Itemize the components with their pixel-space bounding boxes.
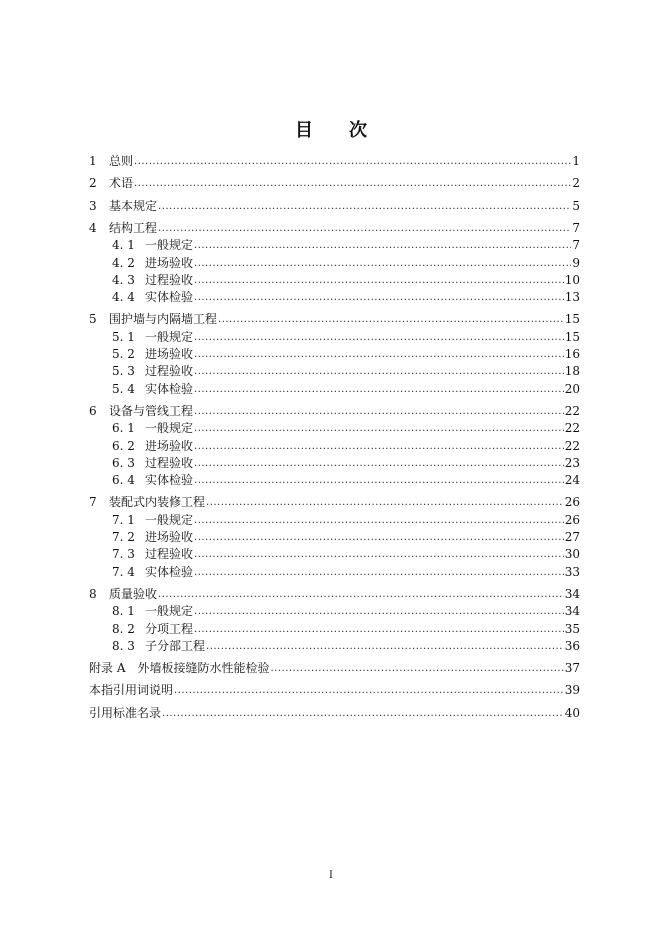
toc-chapter-row[interactable] bbox=[89, 587, 580, 602]
toc-title: 一般规定 bbox=[145, 329, 194, 344]
toc-number: 8. 3 bbox=[112, 638, 135, 653]
toc-title: 进场验收 bbox=[145, 255, 194, 270]
footer-page-number: I bbox=[329, 870, 333, 881]
toc-subsection-row[interactable] bbox=[112, 256, 580, 271]
toc-subsection-row[interactable] bbox=[112, 530, 580, 545]
toc-number: 4. 3 bbox=[112, 272, 135, 287]
toc-title: 术语 bbox=[109, 176, 134, 191]
toc-page-number: 5 bbox=[572, 198, 580, 213]
toc-title: 过程验收 bbox=[145, 364, 194, 379]
toc-leader-dots bbox=[194, 622, 564, 637]
toc-number: 3 bbox=[89, 198, 97, 213]
toc-subsection-row[interactable] bbox=[112, 382, 580, 397]
toc-number: 2 bbox=[89, 176, 97, 191]
toc-title: 过程验收 bbox=[145, 547, 194, 562]
toc-leader-dots bbox=[194, 439, 564, 454]
toc-page-number: 9 bbox=[572, 255, 580, 270]
toc-number: 4. 2 bbox=[112, 255, 135, 270]
toc-title: 基本规定 bbox=[109, 198, 158, 213]
toc-title: 一般规定 bbox=[145, 512, 194, 527]
toc-leader-dots bbox=[194, 421, 564, 436]
toc-page-number: 7 bbox=[572, 238, 580, 253]
toc-leader-dots bbox=[206, 639, 564, 654]
toc-number: 8. 1 bbox=[112, 604, 135, 619]
toc-chapter-row[interactable] bbox=[89, 661, 580, 676]
toc-page-number: 39 bbox=[564, 683, 580, 698]
toc-subsection-row[interactable] bbox=[112, 604, 580, 619]
toc-page-number: 34 bbox=[564, 604, 580, 619]
toc-leader-dots bbox=[194, 547, 564, 562]
toc-title: 子分部工程 bbox=[145, 638, 206, 653]
page-title bbox=[0, 116, 662, 142]
toc-subsection-row[interactable] bbox=[112, 330, 580, 345]
toc-number: 7. 3 bbox=[112, 547, 135, 562]
toc-page-number: 34 bbox=[564, 586, 580, 601]
toc-title: 进场验收 bbox=[145, 438, 194, 453]
toc-leader-dots bbox=[162, 706, 564, 721]
toc-title: 附录 A 外墙板接缝防水性能检验 bbox=[89, 661, 270, 676]
toc-chapter-row[interactable] bbox=[89, 312, 580, 327]
toc-page-number: 27 bbox=[564, 530, 580, 544]
toc-leader-dots bbox=[194, 473, 564, 488]
toc-page-number: 23 bbox=[564, 455, 580, 470]
toc-title: 过程验收 bbox=[145, 455, 194, 470]
toc-subsection-row[interactable] bbox=[112, 639, 580, 654]
toc-page-number: 40 bbox=[564, 705, 580, 720]
toc-number: 4. 4 bbox=[112, 290, 135, 305]
toc-leader-dots bbox=[194, 238, 571, 253]
toc-number: 5. 2 bbox=[112, 347, 135, 361]
toc-leader-dots bbox=[134, 176, 571, 191]
toc-leader-dots bbox=[194, 290, 564, 305]
toc-page-number: 35 bbox=[564, 621, 580, 636]
toc-leader-dots bbox=[158, 221, 571, 236]
toc-subsection-row[interactable] bbox=[112, 473, 580, 488]
toc-leader-dots bbox=[194, 565, 564, 580]
toc-chapter-row[interactable] bbox=[89, 404, 580, 419]
toc-leader-dots bbox=[174, 683, 564, 698]
toc-page-number: 15 bbox=[564, 312, 580, 327]
toc-number: 7. 4 bbox=[112, 564, 135, 579]
toc-title: 一般规定 bbox=[145, 604, 194, 619]
toc-leader-dots bbox=[194, 530, 564, 545]
toc-number: 7. 1 bbox=[112, 512, 135, 527]
toc-page-number: 26 bbox=[564, 512, 580, 527]
toc-number: 8. 2 bbox=[112, 621, 135, 636]
toc-page-number: 30 bbox=[564, 547, 580, 562]
toc-subsection-row[interactable] bbox=[112, 547, 580, 562]
toc-page-number: 36 bbox=[564, 638, 580, 653]
toc-page-number: 13 bbox=[564, 290, 580, 305]
toc-leader-dots bbox=[158, 587, 564, 602]
toc-chapter-row[interactable] bbox=[89, 683, 580, 698]
toc-subsection-row[interactable] bbox=[112, 622, 580, 637]
toc-number: 7 bbox=[89, 495, 97, 510]
toc-chapter-row[interactable] bbox=[89, 221, 580, 236]
title-char-right: 次 bbox=[349, 120, 367, 141]
toc-title: 实体检验 bbox=[145, 290, 194, 305]
toc-title: 一般规定 bbox=[145, 421, 194, 436]
toc-title: 过程验收 bbox=[145, 272, 194, 287]
toc-chapter-row[interactable] bbox=[89, 154, 580, 169]
toc-leader-dots bbox=[194, 513, 564, 528]
title-char-left: 目 bbox=[295, 120, 313, 141]
toc-chapter-row[interactable] bbox=[89, 199, 580, 214]
toc-leader-dots bbox=[194, 273, 564, 288]
toc-page-number: 7 bbox=[572, 220, 580, 235]
toc-leader-dots bbox=[134, 154, 571, 169]
toc-leader-dots bbox=[270, 661, 563, 676]
toc-leader-dots bbox=[194, 256, 571, 271]
toc-subsection-row[interactable] bbox=[112, 421, 580, 436]
toc-page-number: 26 bbox=[564, 495, 580, 510]
toc-number: 4 bbox=[89, 220, 97, 235]
toc-subsection-row[interactable] bbox=[112, 238, 580, 253]
toc-title: 实体检验 bbox=[145, 564, 194, 579]
toc-leader-dots bbox=[194, 330, 564, 345]
toc-subsection-row[interactable] bbox=[112, 456, 580, 471]
toc-title: 进场验收 bbox=[145, 530, 194, 544]
toc-title: 质量验收 bbox=[109, 586, 158, 601]
toc-leader-dots bbox=[206, 495, 564, 510]
toc-subsection-row[interactable] bbox=[112, 273, 580, 288]
toc-leader-dots bbox=[218, 312, 564, 327]
toc-number: 1 bbox=[89, 154, 97, 168]
toc-title: 实体检验 bbox=[145, 473, 194, 488]
toc-subsection-row[interactable] bbox=[112, 347, 580, 362]
toc-chapter-row[interactable] bbox=[89, 706, 580, 721]
toc-page-number: 15 bbox=[564, 329, 580, 344]
toc-subsection-row[interactable] bbox=[112, 439, 580, 454]
toc-leader-dots bbox=[194, 404, 564, 419]
toc-number: 8 bbox=[89, 586, 97, 601]
toc-title: 围护墙与内隔墙工程 bbox=[109, 312, 218, 327]
toc-title: 装配式内装修工程 bbox=[109, 495, 206, 510]
toc-subsection-row[interactable] bbox=[112, 290, 580, 305]
toc-title: 设备与管线工程 bbox=[109, 403, 194, 418]
toc-leader-dots bbox=[158, 199, 571, 214]
toc-page-number: 24 bbox=[564, 473, 580, 488]
toc-title: 一般规定 bbox=[145, 238, 194, 253]
toc-subsection-row[interactable] bbox=[112, 513, 580, 528]
toc-title: 进场验收 bbox=[145, 347, 194, 361]
toc-page-number: 10 bbox=[564, 272, 580, 287]
toc-chapter-row[interactable] bbox=[89, 495, 580, 510]
toc-page-number: 22 bbox=[564, 421, 580, 436]
toc-page-number: 18 bbox=[564, 364, 580, 379]
toc-title: 引用标准名录 bbox=[89, 705, 162, 720]
toc-page-number: 22 bbox=[564, 403, 580, 418]
toc-number: 5. 4 bbox=[112, 381, 135, 396]
toc-title: 总则 bbox=[109, 154, 134, 168]
toc-page-number: 33 bbox=[564, 564, 580, 579]
toc-number: 5. 3 bbox=[112, 364, 135, 379]
toc-number: 5. 1 bbox=[112, 329, 135, 344]
toc-page-number: 2 bbox=[572, 176, 580, 191]
toc-page-number: 22 bbox=[564, 438, 580, 453]
toc-title: 本指引用词说明 bbox=[89, 683, 174, 698]
toc-number: 4. 1 bbox=[112, 238, 135, 253]
toc-subsection-row[interactable] bbox=[112, 364, 580, 379]
toc-title: 实体检验 bbox=[145, 381, 194, 396]
toc-title: 分项工程 bbox=[145, 621, 194, 636]
toc-leader-dots bbox=[194, 456, 564, 471]
toc-page-number: 1 bbox=[572, 154, 580, 168]
toc-page-number: 16 bbox=[564, 347, 580, 361]
toc-leader-dots bbox=[194, 364, 564, 379]
toc-chapter-row[interactable] bbox=[89, 176, 580, 191]
toc-number: 6. 1 bbox=[112, 421, 135, 436]
toc-subsection-row[interactable] bbox=[112, 565, 580, 580]
toc-page-number: 20 bbox=[564, 381, 580, 396]
toc-number: 6. 4 bbox=[112, 473, 135, 488]
toc-number: 6. 3 bbox=[112, 455, 135, 470]
toc-page-number: 37 bbox=[564, 661, 580, 676]
toc-title: 结构工程 bbox=[109, 220, 158, 235]
toc-leader-dots bbox=[194, 604, 564, 619]
toc-number: 7. 2 bbox=[112, 530, 135, 544]
toc-number: 6 bbox=[89, 403, 97, 418]
toc-leader-dots bbox=[194, 382, 564, 397]
toc-number: 6. 2 bbox=[112, 438, 135, 453]
toc-number: 5 bbox=[89, 312, 97, 327]
toc-leader-dots bbox=[194, 347, 564, 362]
